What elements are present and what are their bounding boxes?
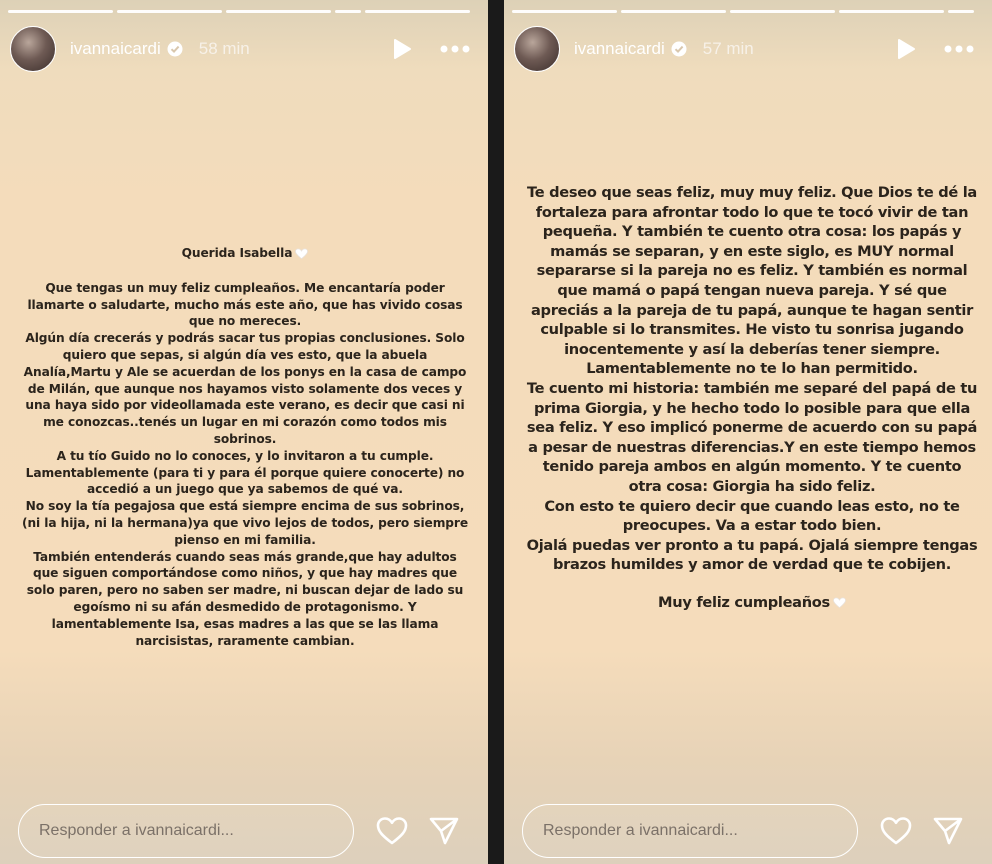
progress-segment: [512, 10, 617, 13]
post-time: 57 min: [702, 39, 754, 58]
story-panel-right: [504, 0, 992, 864]
story-divider: [488, 0, 504, 864]
reply-placeholder: Responder a ivannaicardi...: [39, 822, 234, 839]
progress-segment: [730, 10, 835, 13]
progress-segment: [839, 10, 944, 13]
letter-paragraph: Te deseo que seas feliz, muy muy feliz. Que Dios te dé la fortaleza para afrontar todo lo que te tocó vivir de tan pequeña. Y también te cuento otra cosa: los papás y mamás se separan, y en este siglo, es MUY normal separarse si la pareja no es feliz. Y también es normal que mamá o papá tengan nueva pareja. Y sé que apreciás a la pareja de tu papá, aunque te hagan sentir culpable si lo transmites. He visto tu sonrisa jugando inocentemente y así la deberías tener siempre. Lamentablemente no te lo han permitido.: [527, 184, 977, 378]
letter-paragraph: También entenderás cuando seas más grande,que hay adultos que siguen comportándose como niños, y que hay madres que solo paren, pero no saben ser madre, ni buscan dejar de lado su egoísmo ni su afán desmedido de protagonismo. Y lamentablemente Isa, esas madres a las que se las llama narcisistas, raramente cambian.: [26, 549, 464, 648]
reply-input[interactable]: [18, 804, 354, 858]
letter-closing: Muy feliz cumpleaños: [524, 593, 980, 613]
avatar[interactable]: [514, 26, 560, 72]
letter-paragraph: Que tengas un muy feliz cumpleaños. Me encantaría poder llamarte o saludarte, mucho más este año, que has vivido cosas que no mereces.: [27, 280, 463, 329]
story-panel-left: [0, 0, 488, 864]
letter-paragraph: Ojalá puedas ver pronto a tu papá. Ojalá siempre tengas brazos humildes y amor de verdad que te cobijen.: [526, 536, 978, 574]
white-heart-emoji-icon: [295, 248, 308, 260]
letter-paragraph: A tu tío Guido no lo conoces, y lo invitaron a tu cumple. Lamentablemente (para ti y para él porque quiere conocerte) no accedió a un juego que ya sabemos de qué va.: [25, 448, 465, 497]
play-icon[interactable]: [896, 38, 916, 60]
more-options-icon[interactable]: [944, 44, 974, 54]
progress-bar: [512, 10, 974, 13]
progress-segment: [335, 10, 361, 13]
letter-paragraph: Algún día crecerás y podrás sacar tus propias conclusiones. Solo quiero que sepas, si algún día ves esto, que la abuela Analía,Martu y Ale se acuerdan de los ponys en la casa de campo de Milán, que aunque nos hayamos visto solamente dos veces y una haya sido por videollamada este verano, es decir que casi ni me conozcas..tenés un lugar en mi corazón como todos mis sobrinos.: [23, 331, 467, 446]
progress-segment: [8, 10, 113, 13]
username[interactable]: ivannaicardi: [574, 39, 665, 58]
story-letter-text: [20, 245, 470, 649]
white-heart-emoji-icon: [833, 597, 846, 609]
post-time: 58 min: [198, 39, 250, 58]
progress-segment: [226, 10, 331, 13]
reply-placeholder: Responder a ivannaicardi...: [543, 822, 738, 839]
story-header: [10, 26, 470, 72]
play-icon[interactable]: [392, 38, 412, 60]
verified-badge-icon: [671, 41, 687, 57]
letter-greeting: Querida Isabella: [20, 245, 470, 262]
story-header: [514, 26, 974, 72]
heart-icon[interactable]: [880, 816, 912, 846]
reply-input[interactable]: [522, 804, 858, 858]
letter-paragraph: No soy la tía pegajosa que está siempre encima de sus sobrinos, (ni la hija, ni la hermana)ya que vivo lejos de todos, pero siempre pienso en mi familia.: [22, 499, 468, 547]
letter-paragraph: Te cuento mi historia: también me separé del papá de tu prima Giorgia, y he hecho todo lo posible para que ella sea feliz. Y eso implicó ponerme de acuerdo con su papá a pesar de nuestras diferencias.Y en este tiempo hemos tenido pareja ambos en algún momento. Y te cuento otra cosa: Giorgia ha sido feliz.: [526, 379, 978, 495]
progress-bar: [8, 10, 470, 13]
more-options-icon[interactable]: [440, 44, 470, 54]
story-letter-text: [524, 183, 980, 612]
send-icon[interactable]: [428, 816, 460, 846]
progress-segment: [948, 10, 974, 13]
username[interactable]: ivannaicardi: [70, 39, 161, 58]
avatar[interactable]: [10, 26, 56, 72]
progress-segment: [117, 10, 222, 13]
progress-segment: [621, 10, 726, 13]
verified-badge-icon: [167, 41, 183, 57]
progress-segment: [365, 10, 470, 13]
heart-icon[interactable]: [376, 816, 408, 846]
send-icon[interactable]: [932, 816, 964, 846]
letter-paragraph: Con esto te quiero decir que cuando leas esto, no te preocupes. Va a estar todo bien.: [544, 497, 960, 535]
